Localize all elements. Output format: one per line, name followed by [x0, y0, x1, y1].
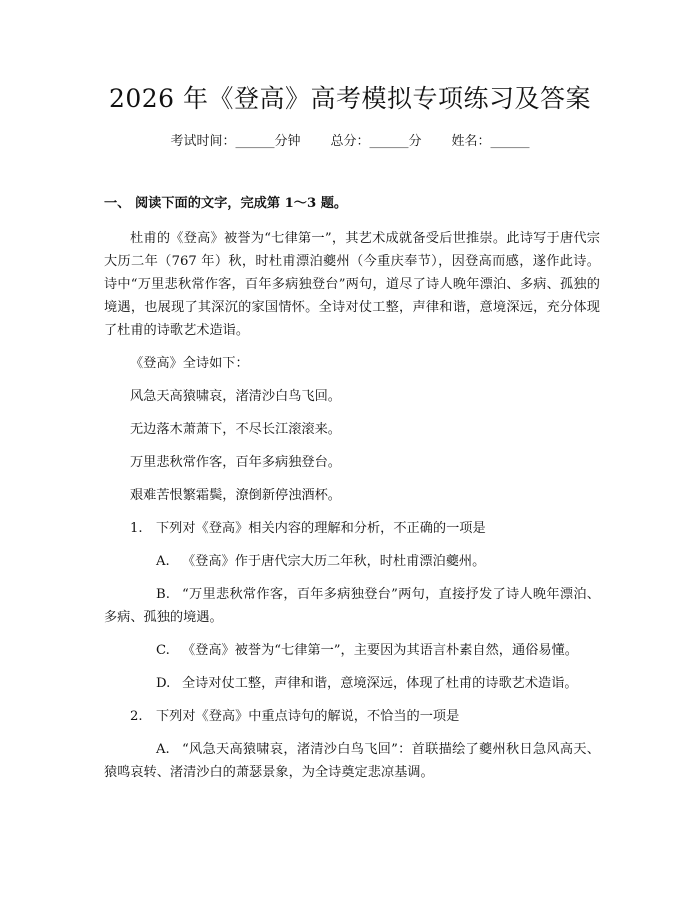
option-b: [104, 583, 600, 629]
intro-paragraph: 杜甫的《登高》被誉为“七律第一”，其艺术成就备受后世推崇。此诗写于唐代宗大历二年（767 年）秋，时杜甫漂泊夔州（今重庆奉节），因登高而感，遂作此诗。诗中“万里悲秋常作客，百年多病独登台”两句，道尽了诗人晚年漂泊、多病、孤独的境遇，也展现了其深沉的家国情怀。全诗对仗工整，声律和谐，意境深远，充分体现了杜甫的诗歌艺术造诣。: [104, 231, 600, 338]
question-1: [104, 517, 600, 540]
option-text: 《登高》作于唐代宗大历二年秋，时杜甫漂泊夔州。: [182, 554, 486, 569]
option-text: 《登高》被誉为“七律第一”，主要因为其语言朴素自然，通俗易懂。: [182, 643, 578, 658]
poem-intro: 《登高》全诗如下：: [130, 356, 249, 371]
name-field: 姓名：______: [451, 134, 530, 149]
option-letter: D.: [156, 676, 171, 691]
option-text: “万里悲秋常作客，百年多病独登台”两句，直接抒发了诗人晚年漂泊、多病、孤独的境遇。: [104, 587, 600, 625]
poem-line: 万里悲秋常作客，百年多病独登台。: [130, 455, 341, 470]
question-2: [104, 705, 600, 728]
option-letter: B.: [156, 587, 170, 602]
option-c: [104, 639, 600, 662]
exam-content: [104, 192, 600, 794]
poem-line: 风急天高猿啸哀，渚清沙白鸟飞回。: [130, 389, 341, 404]
exam-meta: [0, 132, 700, 152]
section-heading: 一、 阅读下面的文字，完成第 1～3 题。: [104, 196, 348, 211]
time-field: 考试时间：______分钟: [170, 134, 301, 149]
page-title: 2026 年《登高》高考模拟专项练习及答案: [108, 84, 592, 113]
question-stem: 下列对《登高》中重点诗句的解说，不恰当的一项是: [156, 709, 460, 724]
question-number: 2.: [130, 709, 143, 724]
question-stem: 下列对《登高》相关内容的理解和分析，不正确的一项是: [156, 521, 486, 536]
option-d: [104, 672, 600, 695]
option-a: [104, 738, 600, 784]
question-number: 1.: [130, 521, 143, 536]
option-letter: A.: [156, 742, 170, 757]
poem-line: 艰难苦恨繁霜鬓，潦倒新停浊酒杯。: [130, 488, 341, 503]
option-text: “风急天高猿啸哀，渚清沙白鸟飞回”：首联描绘了夔州秋日急风高天、猿鸣哀转、渚清沙白的萧瑟景象，为全诗奠定悲凉基调。: [104, 742, 600, 780]
option-letter: C.: [156, 643, 170, 658]
option-letter: A.: [156, 554, 170, 569]
option-text: 全诗对仗工整，声律和谐，意境深远，体现了杜甫的诗歌艺术造诣。: [182, 676, 578, 691]
option-a: [104, 550, 600, 573]
score-field: 总分：______分: [330, 134, 422, 149]
poem-line: 无边落木萧萧下，不尽长江滚滚来。: [130, 422, 341, 437]
